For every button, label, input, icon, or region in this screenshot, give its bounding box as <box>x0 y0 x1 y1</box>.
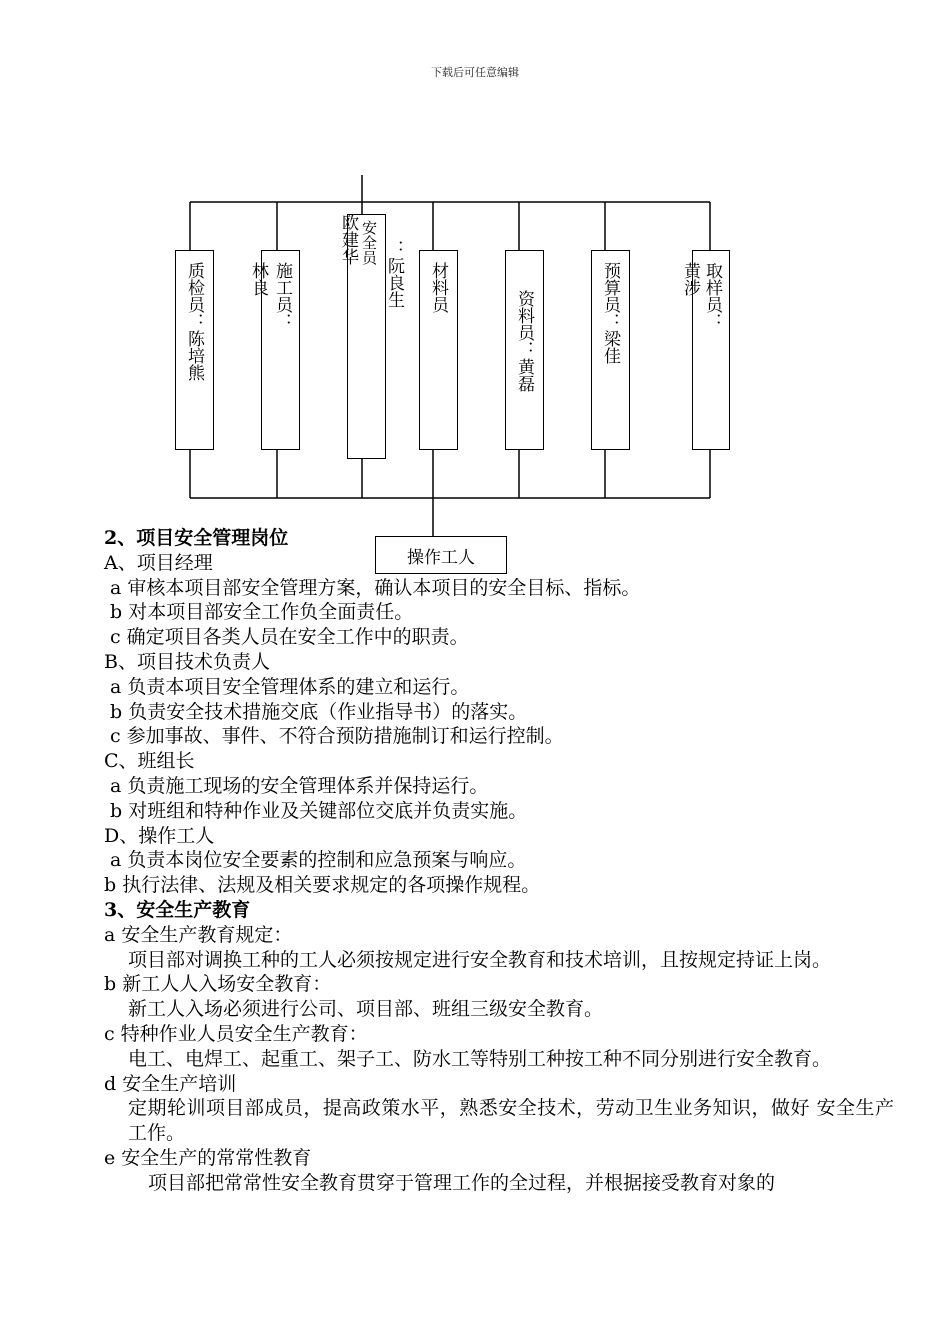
org-chart-lines <box>0 0 950 580</box>
sampling-officer-name: 黄涉 <box>680 262 700 296</box>
budget-officer-label: 预算员：梁佳 <box>600 262 620 364</box>
operating-workers-label: 操作工人 <box>407 547 475 568</box>
role-d-title: D、操作工人 <box>104 824 215 847</box>
edu-a-title: a 安全生产教育规定： <box>104 923 293 946</box>
construction-staff-name: 林良 <box>248 262 268 296</box>
edu-a-body: 项目部对调换工种的工人必须按规定进行安全教育和技术培训，且按规定持证上岗。 <box>128 948 832 971</box>
quality-inspector-label: 质检员：陈培熊 <box>184 262 204 381</box>
sampling-officer-label: 取样员： <box>702 262 722 330</box>
role-a-item-b: b 对本项目部安全工作负全面责任。 <box>110 601 414 624</box>
edu-e-title: e 安全生产的常常性教育 <box>104 1146 312 1169</box>
construction-staff-label: 施工员： <box>272 262 292 330</box>
role-d-item-a: a 负责本岗位安全要素的控制和应急预案与响应。 <box>110 849 527 872</box>
role-a-item-c: c 确定项目各类人员在安全工作中的职责。 <box>110 626 469 649</box>
materials-officer-label: 材料员 <box>428 262 448 313</box>
section-3-title: 3、安全生产教育 <box>104 898 251 921</box>
role-c-item-b: b 对班组和特种作业及关键部位交底并负责实施。 <box>110 799 528 822</box>
role-c-title: C、班组长 <box>104 750 195 773</box>
role-b-item-b: b 负责安全技术措施交底（作业指导书）的落实。 <box>110 700 528 723</box>
role-d-item-b: b 执行法律、法规及相关要求规定的各项操作规程。 <box>104 874 541 897</box>
edu-e-body: 项目部把常常性安全教育贯穿于管理工作的全过程，并根据接受教育对象的 <box>148 1171 776 1194</box>
edu-d-body: 定期轮训项目部成员，提高政策水平，熟悉安全技术，劳动卫生业务知识，做好 安全生产工作。 <box>128 1097 894 1145</box>
role-b-item-c: c 参加事故、事件、不符合预防措施制订和运行控制。 <box>110 725 564 748</box>
role-c-item-a: a 负责施工现场的安全管理体系并保持运行。 <box>110 774 489 797</box>
role-a-item-a: a 审核本项目部安全管理方案，确认本项目的安全目标、指标。 <box>110 576 641 599</box>
safety-officer-name-1: ：阮良生 <box>384 240 404 308</box>
safety-officer-label: 安全员 <box>360 220 378 265</box>
role-a-title: A、项目经理 <box>104 551 213 574</box>
section-2-title: 2、项目安全管理岗位 <box>104 527 289 549</box>
document-body <box>104 526 894 1196</box>
document-officer-label: 资料员：黄磊 <box>514 290 534 392</box>
role-b-item-a: a 负责本项目安全管理体系的建立和运行。 <box>110 675 470 698</box>
edu-d-title: d 安全生产培训 <box>104 1072 237 1095</box>
edu-b-body: 新工人入场必须进行公司、项目部、班组三级安全教育。 <box>128 998 604 1021</box>
page-header-note: 下载后可任意编辑 <box>431 66 519 79</box>
edu-c-title: c 特种作业人员安全生产教育： <box>104 1022 368 1045</box>
safety-officer-name-2: 欧建华 <box>338 214 358 265</box>
edu-c-body: 电工、电焊工、起重工、架子工、防水工等特别工种按工种不同分别进行安全教育。 <box>128 1047 832 1070</box>
edu-b-title: b 新工人人入场安全教育： <box>104 973 332 996</box>
role-b-title: B、项目技术负责人 <box>104 650 270 673</box>
